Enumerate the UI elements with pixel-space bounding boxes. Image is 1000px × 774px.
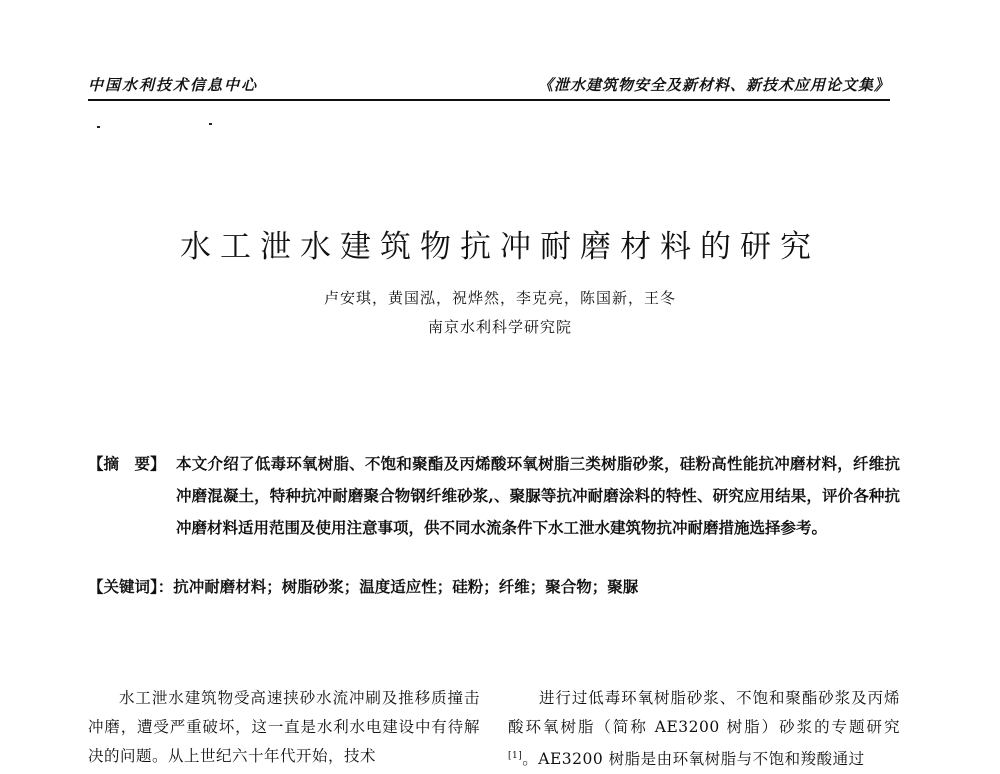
abstract-text: 本文介绍了低毒环氧树脂、不饱和聚酯及丙烯酸环氧树脂三类树脂砂浆，硅粉高性能抗冲磨材料，纤维抗冲磨混凝土，特种抗冲耐磨聚合物钢纤维砂浆,、聚脲等抗冲耐磨涂料的特性、研究应用结果，评价各种抗冲磨材料适用范围及使用注意事项，供不同水流条件下水工泄水建筑物抗冲耐磨措施选择参考。 xyxy=(176,454,900,537)
body-paragraph xyxy=(508,684,900,774)
scan-artifact xyxy=(209,123,212,125)
keywords-label: 【关键词】： xyxy=(88,577,174,596)
body-text: 。AE3200 树脂是由环氧树脂与不饱和羧酸通过 xyxy=(522,750,865,769)
keywords-line xyxy=(88,575,638,597)
running-header-left: 中国水利技术信息中心 xyxy=(88,76,259,94)
abstract-block xyxy=(88,448,900,544)
paper-title: 水工泄水建筑物抗冲耐磨材料的研究 xyxy=(180,228,820,265)
running-header-right: 《泄水建筑物安全及新材料、新技术应用论文集》 xyxy=(537,76,890,94)
affiliation: 南京水利科学研究院 xyxy=(427,318,572,336)
body-column-left xyxy=(88,684,480,771)
keywords-text: 抗冲耐磨材料；树脂砂浆；温度适应性；硅粉；纤维；聚合物；聚脲 xyxy=(173,577,639,596)
abstract-label: 【摘 要】 xyxy=(88,454,166,473)
author-list: 卢安琪，黄国泓，祝烨然，李克亮，陈国新，王冬 xyxy=(323,289,676,307)
body-column-right xyxy=(508,684,900,774)
header-divider xyxy=(88,99,890,101)
body-text: 进行过低毒环氧树脂砂浆、不饱和聚酯砂浆及丙烯酸环氧树脂（简称 AE3200 树脂）砂浆的专题研究 xyxy=(508,689,900,736)
citation-ref: [1] xyxy=(508,751,523,761)
scan-artifact xyxy=(97,126,100,128)
body-paragraph: 水工泄水建筑物受高速挟砂水流冲刷及推移质撞击冲磨，遭受严重破坏，这一直是水利水电建设中有待解决的问题。从上世纪六十年代开始，技术 xyxy=(88,689,480,765)
